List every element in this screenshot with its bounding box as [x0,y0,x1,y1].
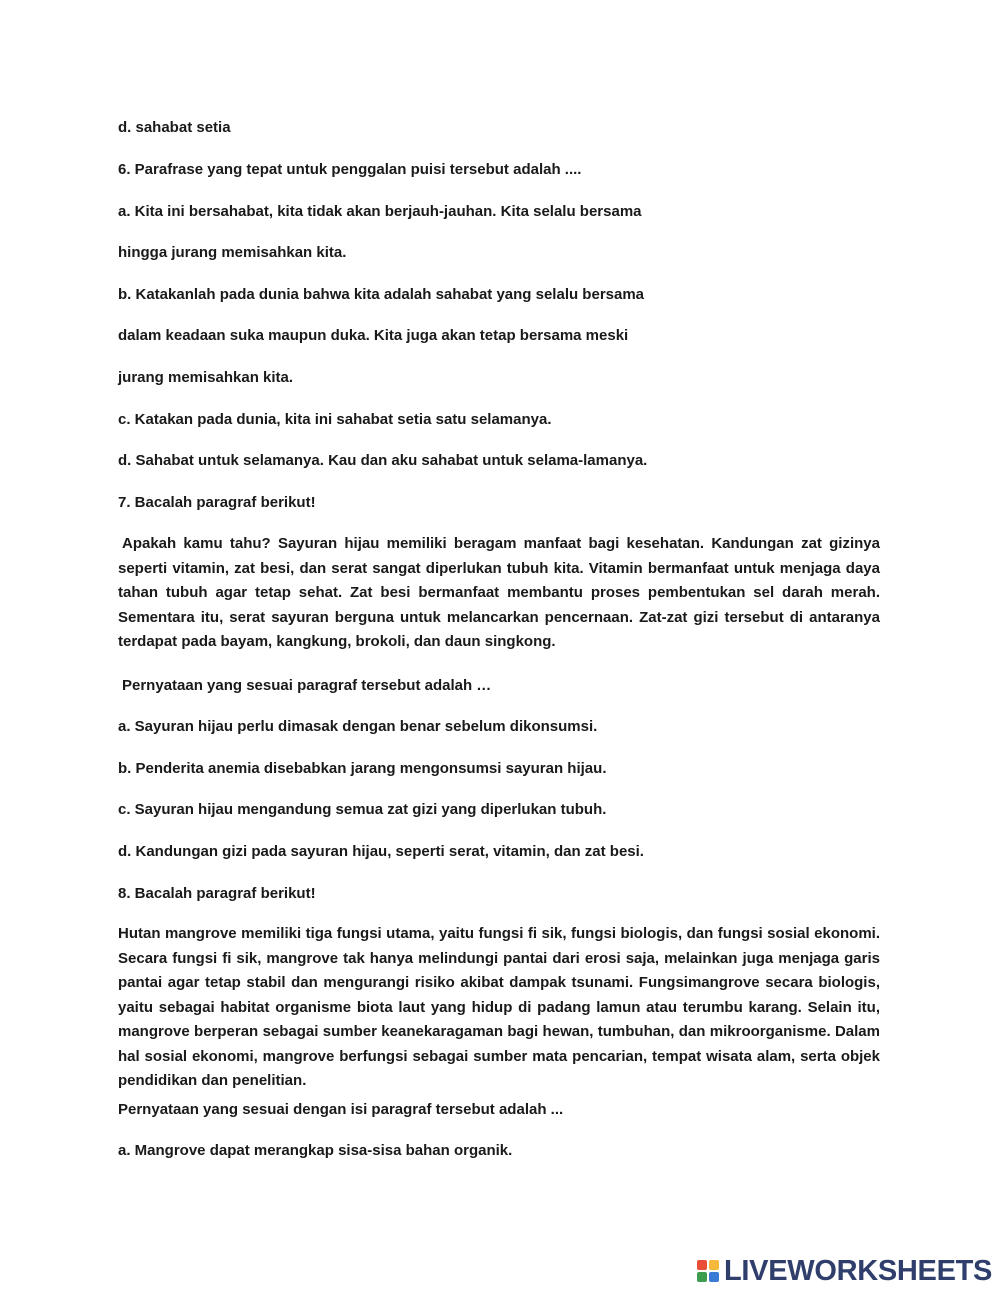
question-8-paragraph: Hutan mangrove memiliki tiga fungsi utama, yaitu fungsi fi sik, fungsi biologis, dan fungsi sosial ekonomi. Secara fungsi fi sik, mangrove tak hanya melindungi pantai dari erosi saja, melainkan juga menjaga garis pantai agar tetap stabil dan mengurangi risiko akibat dampak tsunami. Fungsimangrove secara biologis, yaitu sebagai habitat organisme biota laut yang hidup di padang lamun atau terumbu karang. Selain itu, mangrove berperan sebagai sumber keanekaragaman bagi hewan, tumbuhan, dan mikroorganisme. Dalam hal sosial ekonomi, mangrove berfungsi sebagai sumber mata pencarian, tempat wisata alam, serta objek pendidikan dan penelitian. [118,925,880,1089]
liveworksheets-logo-icon [697,1260,719,1282]
logo-square-yellow [709,1260,719,1270]
question-7-prompt: Pernyataan yang sesuai paragraf tersebut adalah … [122,677,492,694]
question-6-option-b-line3: jurang memisahkan kita. [118,369,294,386]
question-6: 6. Parafrase yang tepat untuk penggalan puisi tersebut adalah .... [118,161,582,178]
question-6-option-d: d. Sahabat untuk selamanya. Kau dan aku sahabat untuk selama-lamanya. [118,452,648,469]
question-8: 8. Bacalah paragraf berikut! [118,885,316,902]
liveworksheets-logo [697,1256,992,1286]
question-7-option-a: a. Sayuran hijau perlu dimasak dengan benar sebelum dikonsumsi. [118,718,598,735]
option-d-sahabat-setia: d. sahabat setia [118,119,231,136]
question-8-option-a: a. Mangrove dapat merangkap sisa-sisa bahan organik. [118,1142,513,1159]
question-7-paragraph: Apakah kamu tahu? Sayuran hijau memiliki beragam manfaat bagi kesehatan. Kandungan zat gizinya seperti vitamin, zat besi, dan serat sangat diperlukan tubuh kita. Vitamin bermanfaat untuk menjaga daya tahan tubuh agar tetap sehat. Zat besi bermanfaat membantu proses pembentukan sel darah merah. Sementara itu, serat sayuran berguna untuk melancarkan pencernaan. Zat-zat gizi tersebut di antaranya terdapat pada bayam, kangkung, brokoli, dan daun singkong. [118,535,880,650]
question-6-option-c: c. Katakan pada dunia, kita ini sahabat setia satu selamanya. [118,411,552,428]
question-8-prompt: Pernyataan yang sesuai dengan isi paragraf tersebut adalah ... [118,1101,564,1118]
question-6-option-b-line2: dalam keadaan suka maupun duka. Kita juga akan tetap bersama meski [118,327,629,344]
logo-square-red [697,1260,707,1270]
question-7-option-d: d. Kandungan gizi pada sayuran hijau, seperti serat, vitamin, dan zat besi. [118,843,644,860]
question-7-option-c: c. Sayuran hijau mengandung semua zat gizi yang diperlukan tubuh. [118,801,607,818]
logo-square-blue [709,1272,719,1282]
question-7: 7. Bacalah paragraf berikut! [118,494,316,511]
logo-square-green [697,1272,707,1282]
question-6-option-b-line1: b. Katakanlah pada dunia bahwa kita adalah sahabat yang selalu bersama [118,286,645,303]
liveworksheets-logo-text: LIVEWORKSHEETS [724,1255,993,1287]
question-6-option-a-line1: a. Kita ini bersahabat, kita tidak akan berjauh-jauhan. Kita selalu bersama [118,203,642,220]
question-7-option-b: b. Penderita anemia disebabkan jarang mengonsumsi sayuran hijau. [118,760,607,777]
question-6-option-a-line2: hingga jurang memisahkan kita. [118,244,347,261]
